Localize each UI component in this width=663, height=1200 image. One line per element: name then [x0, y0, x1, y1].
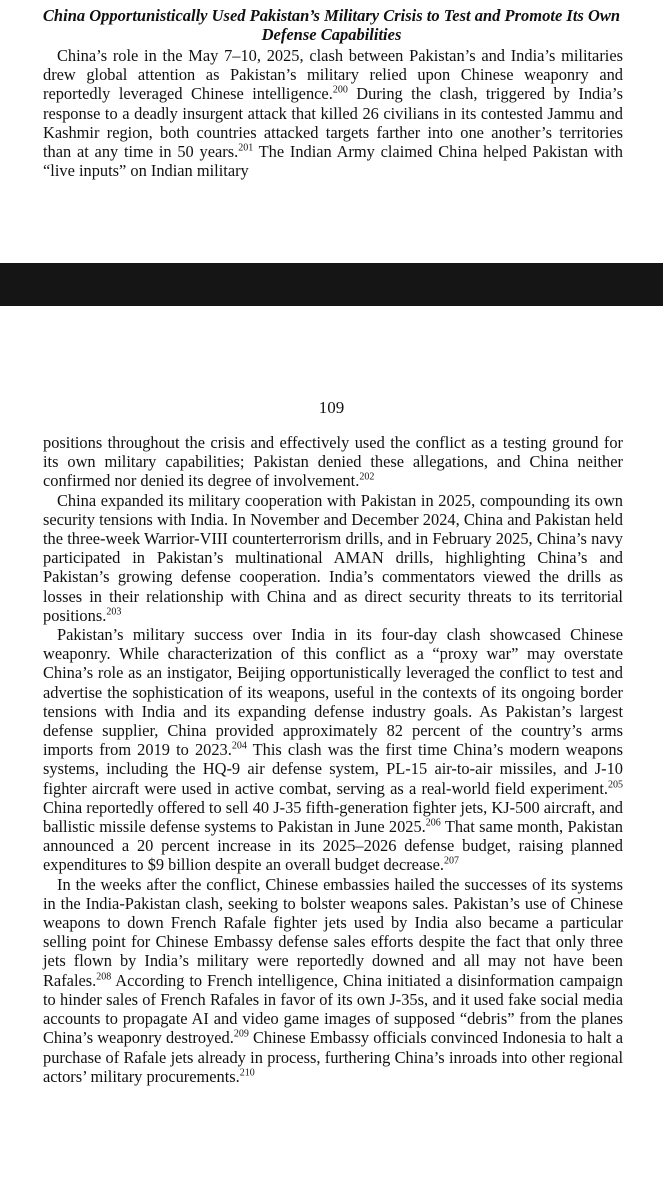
footnote-ref: 206	[425, 817, 441, 829]
footnote-ref: 204	[231, 740, 247, 752]
top-text-column	[43, 46, 623, 180]
footnote-ref: 209	[233, 1028, 249, 1040]
bottom-page	[0, 306, 663, 1200]
paragraph-text: Pakistan’s military success over India in its four-day clash showcased Chinese weaponry. While characterization of this conflict as a “proxy war” may overstate China’s role as an instigator, Beijing opportunistically leveraged the conflict to test and advertise the sophistication of its weapons, useful in the contexts of its ongoing border tensions with India and its expanding defense industry goals. As Pakistan’s largest defense supplier, China provided approximately 82 percent of the country’s arms imports from 2019 to 2023.	[43, 625, 623, 760]
page-break-band	[0, 263, 663, 306]
paragraph-military-success	[43, 625, 623, 875]
paragraph-text: During the clash, triggered by India’s response to a deadly insurgent attack that killed 26 civilians in its contested Jammu and Kashmir region, both countries attacked targets farther into one another’s territories than at any time in 50 years.	[43, 84, 623, 162]
paragraph-embassies	[43, 875, 623, 1086]
paragraph-text: positions throughout the crisis and effectively used the conflict as a testing ground for its own military capabilities; Pakistan denied these allegations, and China neither confirmed nor denied its degree of involvement.	[43, 433, 623, 491]
page-number: 109	[318, 398, 345, 417]
paragraph-continued	[43, 433, 623, 491]
paragraph-text: China’s role in the May 7–10, 2025, clash between Pakistan’s and India’s militaries drew global attention as Pakistan’s military relied upon Chinese weaponry and reportedly leveraged Chinese intelligence.	[43, 46, 623, 104]
footnote-ref: 201	[238, 142, 254, 154]
footnote-ref: 200	[332, 84, 348, 96]
paragraph-text: China reportedly offered to sell 40 J-35 fifth-generation fighter jets, KJ-500 aircraft, and ballistic missile defense systems to Pakistan in June 2025.	[43, 797, 623, 837]
paragraph-text: This clash was the first time China’s modern weapons systems, including the HQ-9 air defense system, PL-15 air-to-air missiles, and J-10 fighter aircraft were used in active combat, serving as a real-world field experiment.	[43, 740, 624, 798]
paragraph-text: In the weeks after the conflict, Chinese embassies hailed the successes of its systems in the India-Pakistan clash, seeking to bolster weapons sales. Pakistan’s use of Chinese weapons to down French Rafale fighter jets used by India also became a particular selling point for Chinese Embassy defense sales efforts despite the fact that only three jets flown by India’s military were reportedly downed and all may not have been Rafales.	[43, 874, 623, 990]
footnote-ref: 203	[106, 606, 122, 618]
footnote-ref: 210	[239, 1067, 255, 1079]
footnote-ref: 202	[359, 471, 375, 483]
footnote-ref: 207	[444, 856, 459, 867]
paragraph-text: Chinese Embassy officials convinced Indonesia to halt a purchase of Rafale jets already in process, furthering China’s inroads into other regional actors’ military procurements.	[43, 1028, 623, 1086]
paragraph-text: The Indian Army claimed China helped Pakistan with “live inputs” on Indian military	[43, 142, 623, 181]
paragraph-china-role	[43, 46, 623, 180]
paragraph-text: China expanded its military cooperation with Pakistan in 2025, compounding its own security tensions with India. In November and December 2024, China and Pakistan held the three-week Warrior-VIII counterterrorism drills, and in February 2025, China’s navy participated in Pakistan’s multinational AMAN drills, highlighting China’s and Pakistan’s growing defense cooperation. India’s commentators viewed the drills as losses in their relationship with China and as direct security threats to its territorial positions.	[43, 490, 623, 625]
section-heading: China Opportunistically Used Pakistan’s Military Crisis to Test and Promote Its Own Defense Capabilities	[42, 6, 621, 44]
top-page-fragment	[0, 0, 663, 263]
paragraph-text: That same month, Pakistan announced a 20 percent increase in its 2025–2026 defense budget, raising planned expenditures to $9 billion despite an overall budget decrease.	[43, 817, 624, 875]
bottom-text-column	[43, 433, 623, 1086]
paragraph-military-cooperation	[43, 491, 623, 625]
footnote-ref: 208	[96, 971, 112, 983]
footnote-ref: 205	[608, 779, 623, 791]
paragraph-text: According to French intelligence, China initiated a disinformation campaign to hinder sales of French Rafales in favor of its own J-35s, and it used fake social media accounts to propagate AI and video game images of supposed “debris” from the planes China’s weaponry destroyed.	[43, 970, 623, 1048]
